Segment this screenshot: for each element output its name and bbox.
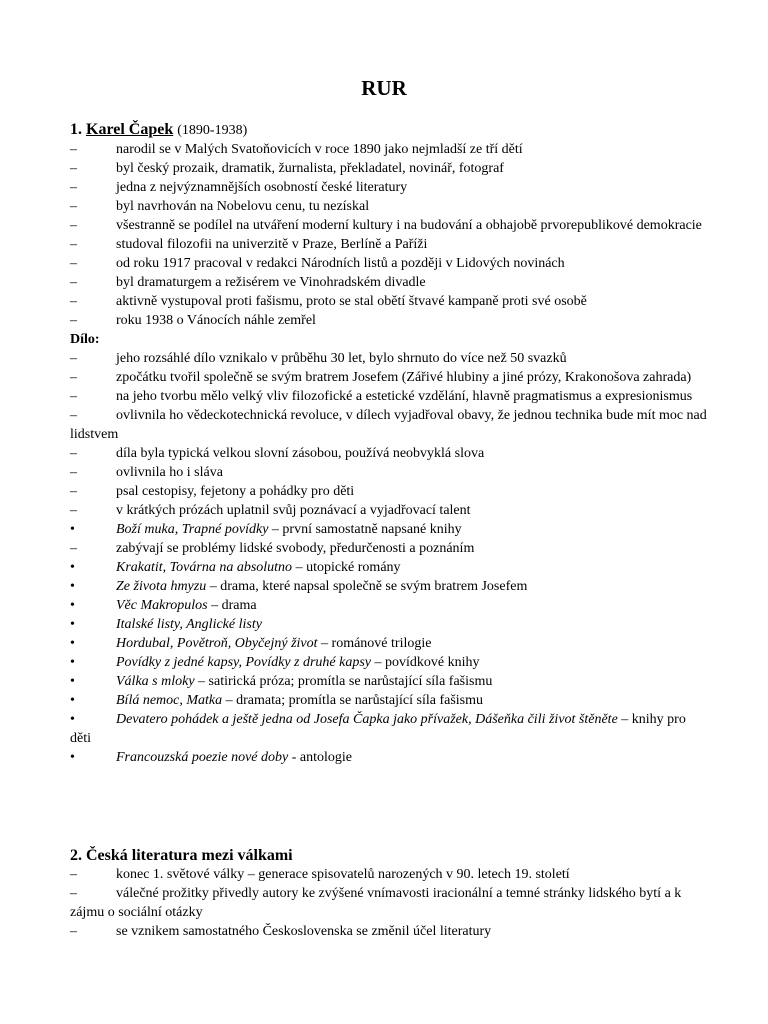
list-item bbox=[70, 349, 710, 368]
dash-marker: – bbox=[70, 484, 77, 499]
list-item bbox=[70, 140, 710, 159]
author-years: (1890-1938) bbox=[177, 123, 248, 138]
item-text: ovlivnila ho vědeckotechnická revoluce, v dílech vyjadřoval obavy, že jednou technika bude mít moc nad lidstvem bbox=[70, 408, 707, 442]
list-item bbox=[70, 482, 710, 501]
item-text: jeho rozsáhlé dílo vznikalo v průběhu 30 let, bylo shrnuto do více než 50 svazků bbox=[116, 351, 567, 366]
list-item bbox=[70, 653, 710, 672]
section-1-heading bbox=[70, 120, 710, 140]
list-item bbox=[70, 634, 710, 653]
list-item bbox=[70, 922, 710, 941]
item-text: psal cestopisy, fejetony a pohádky pro děti bbox=[116, 484, 355, 499]
bullet-marker: • bbox=[70, 693, 75, 708]
list-item bbox=[70, 577, 710, 596]
item-text: narodil se v Malých Svatoňovicích v roce 1890 jako nejmladší ze tří dětí bbox=[116, 142, 523, 157]
bio-list bbox=[70, 140, 710, 330]
item-text: – drama bbox=[207, 598, 257, 613]
dash-marker: – bbox=[70, 142, 77, 157]
bullet-marker: • bbox=[70, 636, 75, 651]
list-item bbox=[70, 463, 710, 482]
section-2 bbox=[70, 846, 710, 941]
dash-marker: – bbox=[70, 886, 77, 901]
dash-marker: – bbox=[70, 389, 77, 404]
dash-marker: – bbox=[70, 218, 77, 233]
bullet-marker: • bbox=[70, 598, 75, 613]
item-text: ovlivnila ho i sláva bbox=[116, 465, 223, 480]
item-text: – utopické romány bbox=[292, 560, 401, 575]
item-text: jedna z nejvýznamnějších osobností české literatury bbox=[116, 180, 408, 195]
item-text: roku 1938 o Vánocích náhle zemřel bbox=[116, 313, 316, 328]
list-item bbox=[70, 387, 710, 406]
item-text: od roku 1917 pracoval v redakci Národních listů a později v Lidových novinách bbox=[116, 256, 565, 271]
section-2-list bbox=[70, 865, 710, 941]
list-item bbox=[70, 159, 710, 178]
work-title: Francouzská poezie nové doby bbox=[116, 750, 289, 765]
section-1 bbox=[70, 120, 710, 767]
list-item bbox=[70, 292, 710, 311]
work-title: Povídky z jedné kapsy, Povídky z druhé kapsy bbox=[116, 655, 372, 670]
bullet-marker: • bbox=[70, 674, 75, 689]
item-text: - antologie bbox=[288, 750, 352, 765]
item-text: byl český prozaik, dramatik, žurnalista, překladatel, novinář, fotograf bbox=[116, 161, 504, 176]
section-1-number: 1. bbox=[70, 121, 82, 138]
item-text: díla byla typická velkou slovní zásobou, používá neobvyklá slova bbox=[116, 446, 485, 461]
dash-marker: – bbox=[70, 180, 77, 195]
author-name: Karel Čapek bbox=[86, 121, 174, 138]
item-text: byl navrhován na Nobelovu cenu, tu nezískal bbox=[116, 199, 370, 214]
list-item bbox=[70, 368, 710, 387]
list-item bbox=[70, 197, 710, 216]
work-title: Boží muka, Trapné povídky bbox=[116, 522, 269, 537]
dilo-label: Dílo: bbox=[70, 332, 100, 347]
work-title: Krakatit, Továrna na absolutno bbox=[116, 560, 293, 575]
item-text: studoval filozofii na univerzitě v Praze, Berlíně a Paříži bbox=[116, 237, 428, 252]
document-title: RUR bbox=[361, 76, 407, 100]
item-text: v krátkých prózách uplatnil svůj poznávací a vyjadřovací talent bbox=[116, 503, 471, 518]
item-text: – dramata; promítla se narůstající síla fašismu bbox=[222, 693, 484, 708]
works-list bbox=[70, 349, 710, 767]
item-text: válečné prožitky přivedly autory ke zvýšené vnímavosti iracionální a temné stránky lidského bytí a k zájmu o sociální otázky bbox=[70, 886, 682, 920]
item-text: se vznikem samostatného Československa se změnil účel literatury bbox=[116, 924, 492, 939]
item-text: na jeho tvorbu mělo velký vliv filozofické a estetické vzdělání, hlavně pragmatismus a expresionismus bbox=[116, 389, 693, 404]
list-item bbox=[70, 539, 710, 558]
dash-marker: – bbox=[70, 465, 77, 480]
dash-marker: – bbox=[70, 275, 77, 290]
item-text: zpočátku tvořil společně se svým bratrem Josefem (Zářivé hlubiny a jiné prózy, Krakonošova zahrada) bbox=[116, 370, 692, 385]
list-item bbox=[70, 865, 710, 884]
list-item bbox=[70, 235, 710, 254]
list-item bbox=[70, 710, 710, 748]
dash-marker: – bbox=[70, 867, 77, 882]
item-text: byl dramaturgem a režisérem ve Vinohradském divadle bbox=[116, 275, 426, 290]
dash-marker: – bbox=[70, 313, 77, 328]
work-title: Devatero pohádek a ještě jedna od Josefa Čapka jako přívažek, Dášeňka čili život štěněte bbox=[116, 712, 618, 727]
list-item bbox=[70, 406, 710, 444]
dash-marker: – bbox=[70, 294, 77, 309]
bullet-marker: • bbox=[70, 655, 75, 670]
list-item bbox=[70, 672, 710, 691]
work-title: Bílá nemoc, Matka bbox=[116, 693, 223, 708]
dash-marker: – bbox=[70, 370, 77, 385]
list-item bbox=[70, 216, 710, 235]
work-title: Ze života hmyzu bbox=[116, 579, 207, 594]
list-item bbox=[70, 311, 710, 330]
bullet-marker: • bbox=[70, 522, 75, 537]
list-item bbox=[70, 596, 710, 615]
work-title: Hordubal, Povětroň, Obyčejný život bbox=[116, 636, 318, 651]
section-2-heading: 2. Česká literatura mezi válkami bbox=[70, 847, 293, 864]
dash-marker: – bbox=[70, 199, 77, 214]
list-item bbox=[70, 273, 710, 292]
list-item bbox=[70, 558, 710, 577]
item-text: – drama, které napsal společně se svým bratrem Josefem bbox=[206, 579, 528, 594]
list-item bbox=[70, 254, 710, 273]
item-text: aktivně vystupoval proti fašismu, proto se stal obětí štvavé kampaně proti své osobě bbox=[116, 294, 587, 309]
list-item bbox=[70, 520, 710, 539]
item-text: konec 1. světové války – generace spisovatelů narozených v 90. letech 19. století bbox=[116, 867, 570, 882]
list-item bbox=[70, 691, 710, 710]
item-text: zabývají se problémy lidské svobody, předurčenosti a poznáním bbox=[116, 541, 475, 556]
bullet-marker: • bbox=[70, 560, 75, 575]
dash-marker: – bbox=[70, 446, 77, 461]
item-text: – knihy pro děti bbox=[70, 712, 686, 746]
item-text: – satirická próza; promítla se narůstající síla fašismu bbox=[194, 674, 493, 689]
work-title: Italské listy, Anglické listy bbox=[116, 617, 262, 632]
item-text: – povídkové knihy bbox=[371, 655, 480, 670]
work-title: Věc Makropulos bbox=[116, 598, 208, 613]
bullet-marker: • bbox=[70, 617, 75, 632]
bullet-marker: • bbox=[70, 712, 75, 727]
list-item bbox=[70, 444, 710, 463]
list-item bbox=[70, 615, 710, 634]
item-text: – první samostatně napsané knihy bbox=[268, 522, 462, 537]
dash-marker: – bbox=[70, 408, 77, 423]
list-item bbox=[70, 178, 710, 197]
item-text: všestranně se podílel na utváření moderní kultury i na budování a obhajobě prvorepublikové demokracie bbox=[116, 218, 702, 233]
dash-marker: – bbox=[70, 256, 77, 271]
dash-marker: – bbox=[70, 161, 77, 176]
list-item bbox=[70, 884, 710, 922]
dash-marker: – bbox=[70, 351, 77, 366]
dash-marker: – bbox=[70, 924, 77, 939]
dash-marker: – bbox=[70, 541, 77, 556]
work-title: Válka s mloky bbox=[116, 674, 195, 689]
dash-marker: – bbox=[70, 503, 77, 518]
bullet-marker: • bbox=[70, 750, 75, 765]
list-item bbox=[70, 501, 710, 520]
list-item bbox=[70, 748, 710, 767]
bullet-marker: • bbox=[70, 579, 75, 594]
item-text: – románové trilogie bbox=[317, 636, 432, 651]
dash-marker: – bbox=[70, 237, 77, 252]
